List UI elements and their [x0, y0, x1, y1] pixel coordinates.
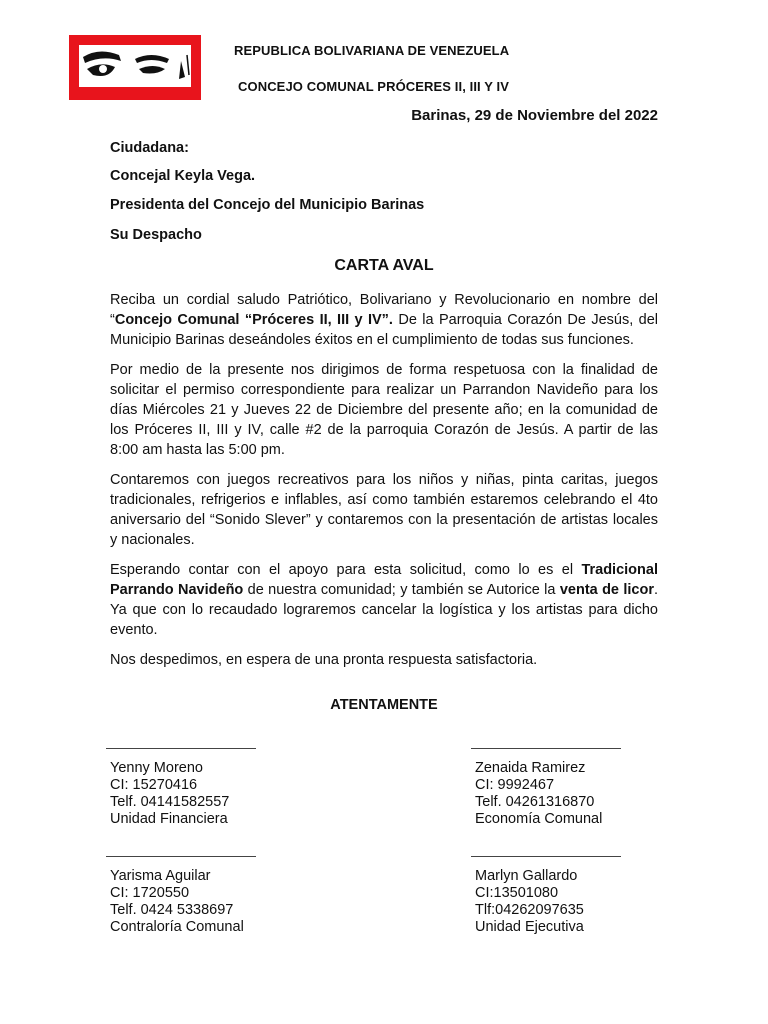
recipient-name: Concejal Keyla Vega. — [110, 168, 256, 184]
signatory-ci: CI:13501080 — [475, 885, 559, 901]
signatory-name: Yarisma Aguilar — [110, 868, 211, 884]
recipient-salutation: Ciudadana: — [110, 140, 189, 156]
council-heading: CONCEJO COMUNAL PRÓCERES II, III Y IV — [238, 79, 509, 94]
signatory-name: Yenny Moreno — [110, 760, 203, 776]
signatory-role: Unidad Financiera — [110, 811, 228, 827]
signature-block — [475, 868, 584, 936]
letter-date: Barinas, 29 de Noviembre del 2022 — [411, 107, 658, 124]
signatory-role: Contraloría Comunal — [110, 919, 244, 935]
council-logo — [69, 35, 201, 100]
signatory-phone: Telf. 04141582557 — [110, 794, 230, 810]
paragraph-farewell: Nos despedimos, en espera de una pronta respuesta satisfactoria. — [110, 652, 538, 668]
letter-body — [110, 290, 658, 680]
signature-block — [475, 760, 602, 828]
closing-text: ATENTAMENTE — [330, 697, 438, 713]
signatory-phone: Telf. 0424 5338697 — [110, 902, 234, 918]
paragraph-activities: Contaremos con juegos recreativos para los niños y niñas, pinta caritas, juegos tradicionales, refrigerios e inflables, así como también estaremos celebrando el 4to aniversario del “Sonido Slever” y contaremos con la presentación de artistas locales y nacionales. — [110, 472, 658, 548]
signatory-ci: CI: 15270416 — [110, 777, 198, 793]
signature-block — [110, 868, 244, 936]
signatory-role: Unidad Ejecutiva — [475, 919, 584, 935]
signatory-role: Economía Comunal — [475, 811, 603, 827]
letter-title: CARTA AVAL — [334, 257, 434, 274]
recipient-position: Presidenta del Concejo del Municipio Barinas — [110, 197, 425, 213]
paragraph-request: Por medio de la presente nos dirigimos de forma respetuosa con la finalidad de solicitar el permiso correspondiente para realizar un Parrandon Navideño para los días Miércoles 21 y Jueves 22 de Diciembre del presente año; en la comunidad de los Próceres II, III y IV, calle #2 de la parroquia Corazón de Jesús. A partir de las 8:00 am hasta las 5:00 pm. — [110, 362, 658, 458]
signatory-name: Marlyn Gallardo — [475, 868, 578, 884]
signature-line — [471, 748, 621, 749]
recipient-office: Su Despacho — [110, 227, 202, 243]
signatory-name: Zenaida Ramirez — [475, 760, 586, 776]
signature-line — [106, 856, 256, 857]
signatory-ci: CI: 9992467 — [475, 777, 555, 793]
signature-block — [110, 760, 229, 828]
signature-line — [471, 856, 621, 857]
signatory-ci: CI: 1720550 — [110, 885, 190, 901]
signature-line — [106, 748, 256, 749]
paragraph-greeting: Reciba un cordial saludo Patriótico, Bolivariano y Revolucionario en nombre del “Concejo Comunal “Próceres II, III y IV”. De la Parroquia Corazón De Jesús, del Municipio Barinas deseándoles éxitos en el cumplimiento de todas sus funciones. — [110, 292, 659, 348]
paragraph-support: Esperando contar con el apoyo para esta solicitud, como lo es el Tradicional Parrando Navideño de nuestra comunidad; y también se Autorice la venta de licor. Ya que con lo recaudado lograremos cancelar la logística y los artistas para dicho evento. — [110, 562, 659, 638]
signatory-phone: Tlf:04262097635 — [475, 902, 584, 918]
signatory-phone: Telf. 04261316870 — [475, 794, 595, 810]
republic-heading: REPUBLICA BOLIVARIANA DE VENEZUELA — [234, 43, 510, 58]
